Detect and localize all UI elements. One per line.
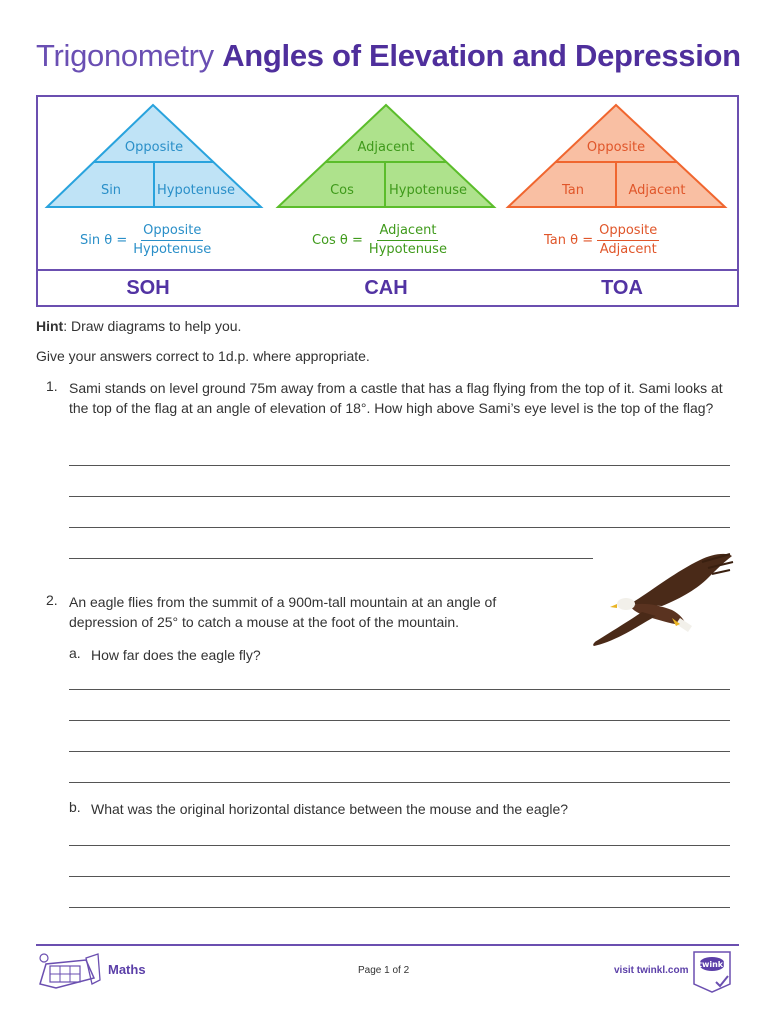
hint-label: Hint: [36, 318, 64, 334]
answer-line: [69, 558, 593, 559]
footer-rule: [36, 944, 739, 946]
quality-badge-icon: [690, 950, 734, 994]
cos-formula: [312, 223, 449, 257]
soh-right-label: Hypotenuse: [156, 183, 236, 198]
cos-numerator: Adjacent: [377, 223, 438, 241]
footer-page-number: Page 1 of 2: [358, 965, 410, 976]
page-title: [36, 38, 741, 74]
question-2b-text: What was the original horizontal distance between the mouse and the eagle?: [91, 801, 569, 817]
eagle-wing-upper: [630, 554, 732, 606]
answer-line: [69, 720, 730, 721]
trig-reference-box: [36, 95, 739, 307]
mnemonic-toa: TOA: [601, 277, 643, 299]
tan-formula: [544, 223, 659, 257]
soh-left-label: Sin: [100, 183, 122, 198]
cos-fraction: [367, 223, 449, 257]
footer-website-link[interactable]: visit twinkl.com: [614, 965, 689, 976]
mnemonic-cah: CAH: [364, 277, 408, 299]
answer-line: [69, 907, 730, 908]
answer-line: [69, 527, 730, 528]
question-1-number: 1.: [46, 378, 58, 394]
question-1-text: Sami stands on level ground 75m away from a castle that has a flag flying from the top of it. Sami looks at the top of the flag at an angle of elevation of 18°. How high above Sami’s eye level is the top of the flag?: [69, 380, 723, 416]
sin-formula: [80, 223, 213, 257]
title-topic: Angles of Elevation and Depression: [222, 38, 741, 73]
sin-formula-lhs: Sin θ =: [80, 232, 128, 248]
tan-fraction: [597, 223, 659, 257]
maths-icon: [36, 950, 102, 994]
cah-triangle: [278, 105, 494, 207]
eagle-beak: [610, 604, 617, 608]
answer-line: [69, 689, 730, 690]
question-2-text: An eagle flies from the summit of a 900m-tall mountain at an angle of depression of 25° to catch a mouse at the foot of the mountain.: [69, 594, 497, 630]
answer-line: [69, 465, 730, 466]
answer-line: [69, 845, 730, 846]
question-2b-label: b.: [69, 799, 81, 815]
instruction-text: Give your answers correct to 1d.p. where appropriate.: [36, 348, 370, 364]
tan-numerator: Opposite: [597, 223, 659, 241]
toa-triangle: [508, 105, 725, 207]
hint-body: : Draw diagrams to help you.: [63, 318, 242, 334]
question-2a-text: How far does the eagle fly?: [91, 647, 261, 663]
answer-line: [69, 782, 730, 783]
cah-left-label: Cos: [330, 183, 354, 198]
eagle-head: [617, 598, 635, 610]
eagle-illustration: [590, 552, 736, 648]
cah-right-label: Hypotenuse: [388, 183, 468, 198]
sin-fraction: [131, 223, 213, 257]
answer-line: [69, 496, 730, 497]
toa-right-label: Adjacent: [628, 183, 686, 198]
hint-text: [36, 316, 241, 336]
tan-denominator: Adjacent: [599, 242, 657, 257]
sin-denominator: Hypotenuse: [133, 242, 212, 257]
question-2a-label: a.: [69, 645, 81, 661]
toa-top-label: Opposite: [586, 140, 646, 155]
cos-denominator: Hypotenuse: [368, 242, 447, 257]
soh-triangle: [47, 105, 261, 207]
cos-formula-lhs: Cos θ =: [312, 232, 363, 248]
mnemonic-soh: SOH: [126, 277, 170, 299]
answer-line: [69, 876, 730, 877]
eagle-wing-lower: [593, 612, 656, 646]
toa-left-label: Tan: [562, 183, 584, 198]
badge-brand-text: twinkl: [698, 960, 726, 969]
soh-top-label: Opposite: [124, 140, 184, 155]
mnemonic-divider: [38, 269, 737, 271]
title-subject: Trigonometry: [36, 38, 214, 73]
answer-line: [69, 751, 730, 752]
question-2-number: 2.: [46, 592, 58, 608]
tan-formula-lhs: Tan θ =: [544, 232, 594, 248]
cah-top-label: Adjacent: [357, 140, 415, 155]
sin-numerator: Opposite: [141, 223, 203, 241]
footer-subject: Maths: [108, 962, 146, 977]
